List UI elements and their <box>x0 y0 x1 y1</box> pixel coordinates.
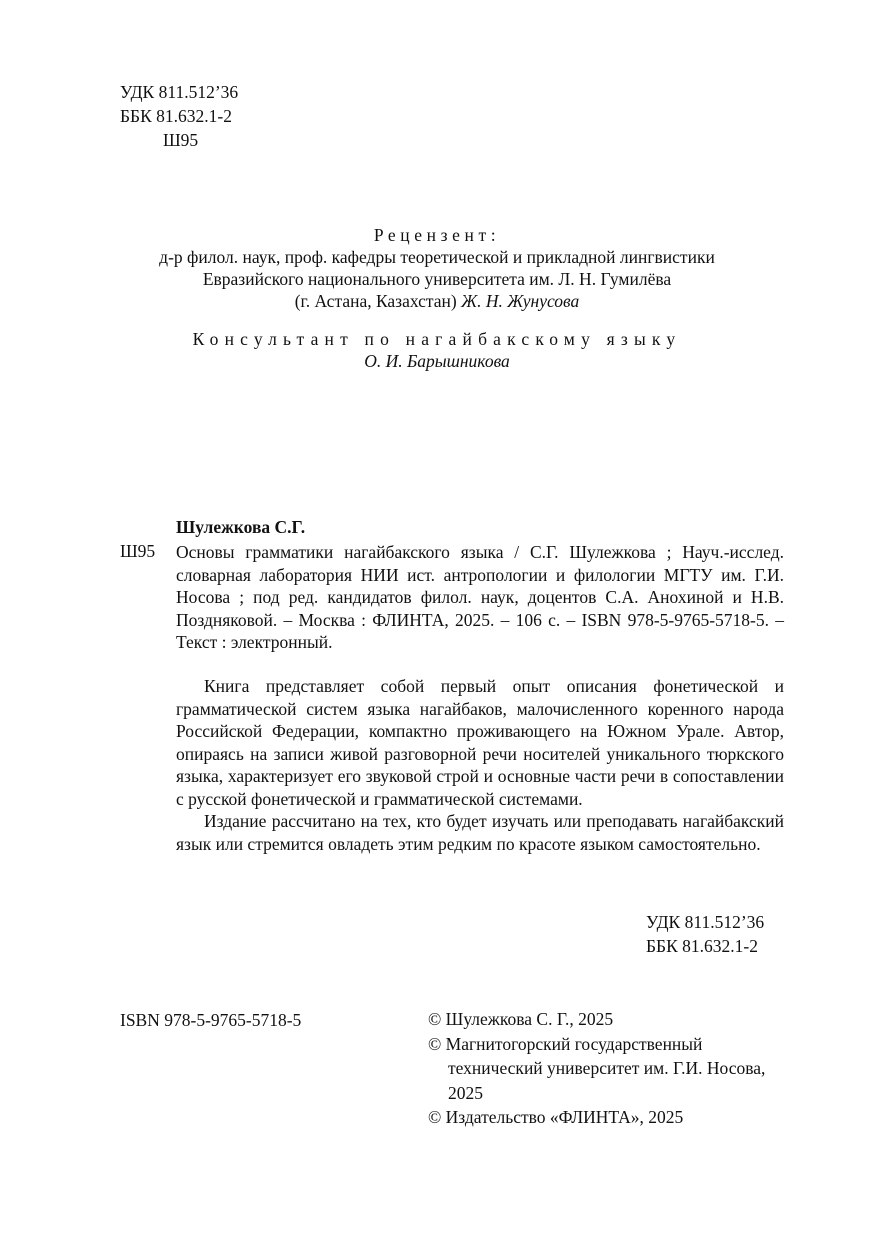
classification-bottom <box>646 910 764 958</box>
reviewer-credentials-line1: д-р филол. наук, проф. кафедры теоретической и прикладной лингвистики <box>159 247 715 267</box>
reviewer-block <box>0 224 874 312</box>
copyright-university: © Магнитогорский государственный <box>428 1033 703 1054</box>
bbk-code-bottom: ББК 81.632.1-2 <box>646 936 758 956</box>
copyright-university-year: 2025 <box>448 1082 483 1103</box>
udk-code: УДК 811.512’36 <box>120 82 239 102</box>
bibliographic-description: Основы грамматики нагайбакского языка / С.Г. Шулежкова ; Науч.-исслед. словарная лаборатория НИИ ист. антропологии и филологии МГТУ им. Г.И. Носова ; под ред. кандидатов филол. наук, доцентов С.А. Анохиной и Н.В. Поздняковой. – Москва : ФЛИНТА, 2025. – 106 с. – ISBN 978-5-9765-5718-5. – Текст : электронный. <box>176 542 784 652</box>
consultant-heading: Консультант по нагайбакскому языку <box>192 329 682 349</box>
abstract-paragraph-1: Книга представляет собой первый опыт описания фонетической и грамматической систем языка нагайбаков, малочисленного коренного народа Российской Федерации, компактно проживающего на Южном Урале. Автор, опираясь на записи живой разговорной речи носителей уникального тюркского языка, характеризует его звуковой строй и основные части речи в сопоставлении с русской фонетической и грамматической системами. <box>176 676 784 809</box>
copyright-block <box>428 1007 765 1130</box>
consultant-block <box>0 328 874 372</box>
copyright-publisher: © Издательство «ФЛИНТА», 2025 <box>428 1107 684 1127</box>
abstract <box>176 675 784 855</box>
consultant-name: О. И. Барышникова <box>364 351 510 371</box>
reviewer-location: (г. Астана, Казахстан) <box>294 291 457 311</box>
copyright-university-cont: технический университет им. Г.И. Носова, <box>448 1058 766 1078</box>
reviewer-credentials-line3 <box>0 290 874 312</box>
reviewer-credentials-line2: Евразийского национального университета им. Л. Н. Гумилёва <box>202 269 672 289</box>
isbn: ISBN 978-5-9765-5718-5 <box>120 1010 302 1030</box>
reviewer-name: Ж. Н. Жунусова <box>461 291 580 311</box>
copyright-author: © Шулежкова С. Г., 2025 <box>428 1009 614 1029</box>
udk-code-bottom: УДК 811.512’36 <box>646 912 765 932</box>
bibliographic-author-mark: Ш95 <box>120 541 156 561</box>
bbk-code: ББК 81.632.1-2 <box>120 106 232 126</box>
bibliographic-author: Шулежкова С.Г. <box>176 517 306 537</box>
reviewer-heading: Рецензент: <box>373 225 501 245</box>
author-mark: Ш95 <box>163 130 199 150</box>
classification-top <box>120 80 238 152</box>
abstract-paragraph-2: Издание рассчитано на тех, кто будет изучать или преподавать нагайбакский язык или стремится овладеть этим редким по красоте языком самостоятельно. <box>176 811 784 854</box>
